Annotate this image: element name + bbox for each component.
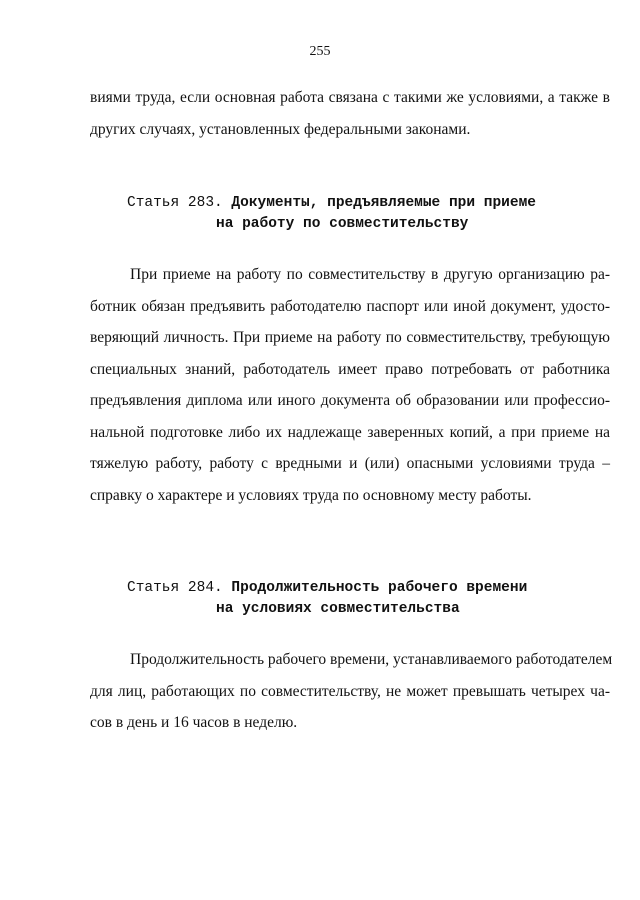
article-283-number: Статья 283. xyxy=(127,195,223,211)
article-284-title-line1: Продолжительность рабочего времени xyxy=(231,580,528,596)
article-284-number: Статья 284. xyxy=(127,580,223,596)
article-283-paragraph xyxy=(90,259,610,511)
article-283-line: тяжелую работу, работу с вредными и (или) опасными условиями труда – xyxy=(90,455,610,472)
page-number: 255 xyxy=(309,44,331,59)
intro-line: других случаях, установленных федеральными законами. xyxy=(90,120,471,138)
article-283-heading xyxy=(0,193,640,235)
article-283-line: веряющий личность. При приеме на работу по совместительству, требующую xyxy=(90,329,610,346)
intro-line: виями труда, если основная работа связана с такими же условиями, а также в xyxy=(90,89,610,106)
article-283-line: специальных знаний, работодатель имеет право потребовать от работника xyxy=(90,360,610,378)
intro-paragraph xyxy=(90,82,610,145)
article-283-line: ботник обязан предъявить работодателю паспорт или иной документ, удосто- xyxy=(90,297,610,315)
article-284-title-line2: на условиях совместительства xyxy=(216,601,460,617)
article-284-line: сов в день и 16 часов в неделю. xyxy=(90,714,298,731)
article-283-line: При приеме на работу по совместительству в другую организацию ра- xyxy=(130,266,610,283)
article-284-paragraph xyxy=(90,644,613,739)
article-283-title-line2: на работу по совместительству xyxy=(216,216,469,232)
article-283-line: нальной подготовке либо их надлежаще заверенных копий, а при приеме на xyxy=(90,423,610,441)
article-283-title-line1: Документы, предъявляемые при приеме xyxy=(231,195,536,211)
article-284-line: Продолжительность рабочего времени, устанавливаемого работодателем xyxy=(130,651,613,668)
article-284-line: для лиц, работающих по совместительству, не может превышать четырех ча- xyxy=(90,682,610,700)
article-283-line: предъявления диплома или иного документа об образовании или профессио- xyxy=(90,392,610,409)
article-283-line: справку о характере и условиях труда по основному месту работы. xyxy=(90,486,532,504)
article-284-heading xyxy=(0,578,640,620)
